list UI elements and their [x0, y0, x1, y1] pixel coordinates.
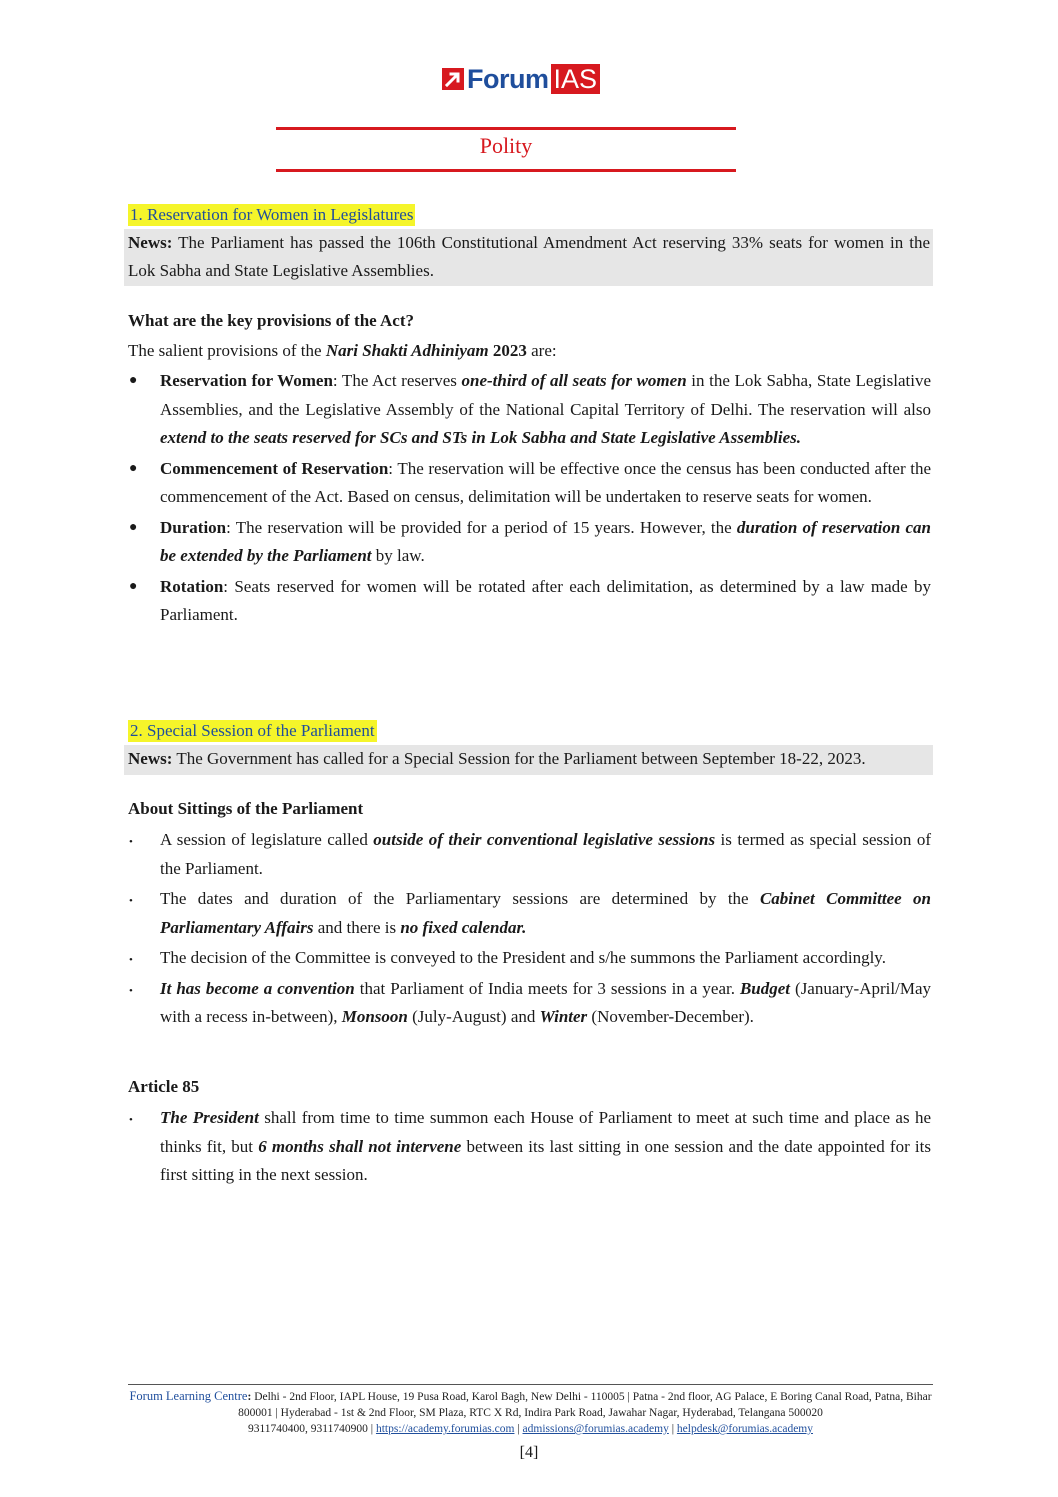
bullet-text: : Seats reserved for women will be rotated after each delimitation, as determined by a law made by Parliament. — [160, 576, 931, 624]
list-item — [128, 975, 931, 1032]
list-item — [128, 885, 931, 942]
bullet-text: (July-August) and — [407, 1007, 540, 1026]
bullet-icon: • — [129, 954, 133, 966]
list-item — [128, 944, 931, 973]
subject-title: Polity — [479, 133, 533, 158]
subject-top-rule — [276, 127, 736, 130]
intro-text: The salient provisions of the — [128, 341, 326, 360]
bullet-text: and there is — [313, 917, 401, 937]
bullet-emphasis: duration of reservation can be extended by the Parliament — [160, 517, 931, 565]
bullet-icon: ● — [129, 578, 138, 594]
bullet-emphasis: The President — [160, 1108, 259, 1127]
footer-phones: 9311740400, 9311740900 — [247, 1423, 368, 1435]
section-1-question: What are the key provisions of the Act? — [128, 311, 415, 330]
article-list — [128, 1104, 931, 1192]
bullet-emphasis: It has become a convention — [160, 978, 355, 998]
section-1-title: 1. Reservation for Women in Legislatures — [130, 205, 414, 224]
news-label: News: — [128, 749, 173, 768]
helpdesk-email-link[interactable]: helpdesk@forumias.academy — [676, 1423, 813, 1435]
list-item — [128, 514, 931, 571]
bullet-text: : The reservation will be provided for a period of 15 years. However, the — [226, 517, 737, 537]
bullet-label: Duration — [160, 517, 227, 537]
bullet-label: Reservation for Women — [160, 371, 333, 390]
bullet-icon: • — [129, 836, 133, 848]
section-2-news-box — [124, 745, 933, 775]
list-item — [128, 573, 931, 630]
intro-year: 2023 — [488, 341, 527, 360]
footer-address: Delhi - 2nd Floor, IAPL House, 19 Pusa Road, Karol Bagh, New Delhi - 110005 | Patna - 2nd floor, AG Palace, E Boring Canal Road, Patna, Bihar 800001 | Hyderabad - 1st & 2nd Floor, SM Plaza, RTC X Rd, Indira Park Road, Jawahar Nagar, Hyderabad, Telangana 500020 — [238, 1391, 932, 1419]
footer-rule — [128, 1384, 933, 1385]
bullet-emphasis: Cabinet Committee on Parliamentary Affairs — [160, 889, 931, 937]
news-text: The Government has called for a Special Session for the Parliament between September 18-22, 2023. — [172, 749, 866, 768]
bullet-icon: ● — [129, 460, 138, 476]
footer-separator: | — [367, 1423, 376, 1435]
footer-separator: | — [514, 1423, 523, 1435]
bullet-emphasis: extend to the seats reserved for SCs and STs in Lok Sabha and State Legislative Assemblies. — [160, 428, 801, 447]
sittings-heading: About Sittings of the Parliament — [128, 799, 364, 818]
intro-act-name: Nari Shakti Adhiniyam — [325, 341, 489, 360]
article-heading: Article 85 — [128, 1077, 200, 1096]
list-item — [128, 826, 931, 883]
bullet-text: is termed as special session of the Parliament. — [160, 830, 931, 878]
bullet-text: The decision of the Committee is conveyed to the President and s/he summons the Parliament accordingly. — [160, 948, 886, 967]
bullet-emphasis: Winter — [539, 1007, 588, 1026]
bullet-emphasis: no fixed calendar. — [400, 917, 527, 937]
bullet-emphasis: Monsoon — [341, 1007, 408, 1026]
section-2-news — [128, 745, 930, 773]
list-item — [128, 367, 931, 453]
footer-colon: : — [247, 1391, 252, 1403]
bullet-emphasis: one-third of all seats for women — [461, 371, 687, 390]
bullet-text: by law. — [371, 546, 425, 565]
bullet-text: (January-April/May with a recess in-between), — [160, 978, 931, 1026]
bullet-text: that Parliament of India meets for 3 sessions in a year. — [354, 978, 740, 998]
bullet-emphasis: 6 months shall not intervene — [258, 1136, 462, 1156]
footer-separator: | — [668, 1423, 677, 1435]
bullet-emphasis: Budget — [739, 978, 791, 998]
sittings-list — [128, 826, 931, 1034]
provisions-list — [128, 367, 931, 632]
subject-bottom-rule — [276, 169, 736, 172]
section-1-intro — [128, 341, 557, 361]
logo-text-ias: IAS — [551, 64, 601, 94]
bullet-text: in the Lok Sabha, State Legislative Assemblies, and the Legislative Assembly of the National Capital Territory of Delhi. The reservation will also — [160, 371, 931, 419]
list-item — [128, 455, 931, 512]
bullet-icon: • — [129, 895, 133, 907]
footer-label: Forum Learning Centre — [129, 1389, 248, 1403]
admissions-email-link[interactable]: admissions@forumias.academy — [522, 1423, 669, 1435]
bullet-text: shall from time to time summon each House of Parliament to meet at such time and place as he thinks fit, but — [160, 1108, 931, 1156]
news-text: The Parliament has passed the 106th Constitutional Amendment Act reserving 33% seats for women in the Lok Sabha and State Legislative Assemblies. — [128, 233, 930, 280]
arrow-logo-icon — [442, 68, 464, 90]
section-1-news-box — [124, 229, 933, 286]
bullet-icon: ● — [129, 519, 138, 535]
brand-logo — [442, 62, 600, 96]
bullet-text: between its last sitting in one session and the date appointed for its first sitting in the next session. — [160, 1136, 931, 1184]
section-2-title: 2. Special Session of the Parliament — [130, 721, 375, 740]
bullet-text: : The reservation will be effective once the census has been conducted after the commencement of the Act. Based on census, delimitation will be undertaken to reserve seats for women. — [160, 458, 931, 506]
news-label: News: — [128, 233, 173, 252]
bullet-emphasis: outside of their conventional legislative sessions — [373, 830, 716, 849]
bullet-text: A session of legislature called — [160, 830, 374, 849]
bullet-text: : The Act reserves — [332, 371, 462, 390]
website-link[interactable]: https://academy.forumias.com — [375, 1423, 515, 1435]
bullet-icon: • — [129, 984, 133, 997]
section-1-news — [128, 229, 930, 285]
intro-text-end: are: — [526, 341, 557, 360]
bullet-icon: • — [129, 1114, 133, 1126]
bullet-label: Commencement of Reservation — [160, 458, 389, 478]
page-number: [4] — [519, 1444, 539, 1461]
bullet-label: Rotation — [160, 576, 224, 596]
bullet-text: The dates and duration of the Parliamentary sessions are determined by the — [160, 889, 760, 908]
logo-text-forum: Forum — [467, 63, 549, 94]
footer — [128, 1388, 933, 1437]
bullet-text: (November-December). — [587, 1007, 754, 1026]
bullet-icon: ● — [129, 373, 138, 388]
list-item — [128, 1104, 931, 1190]
